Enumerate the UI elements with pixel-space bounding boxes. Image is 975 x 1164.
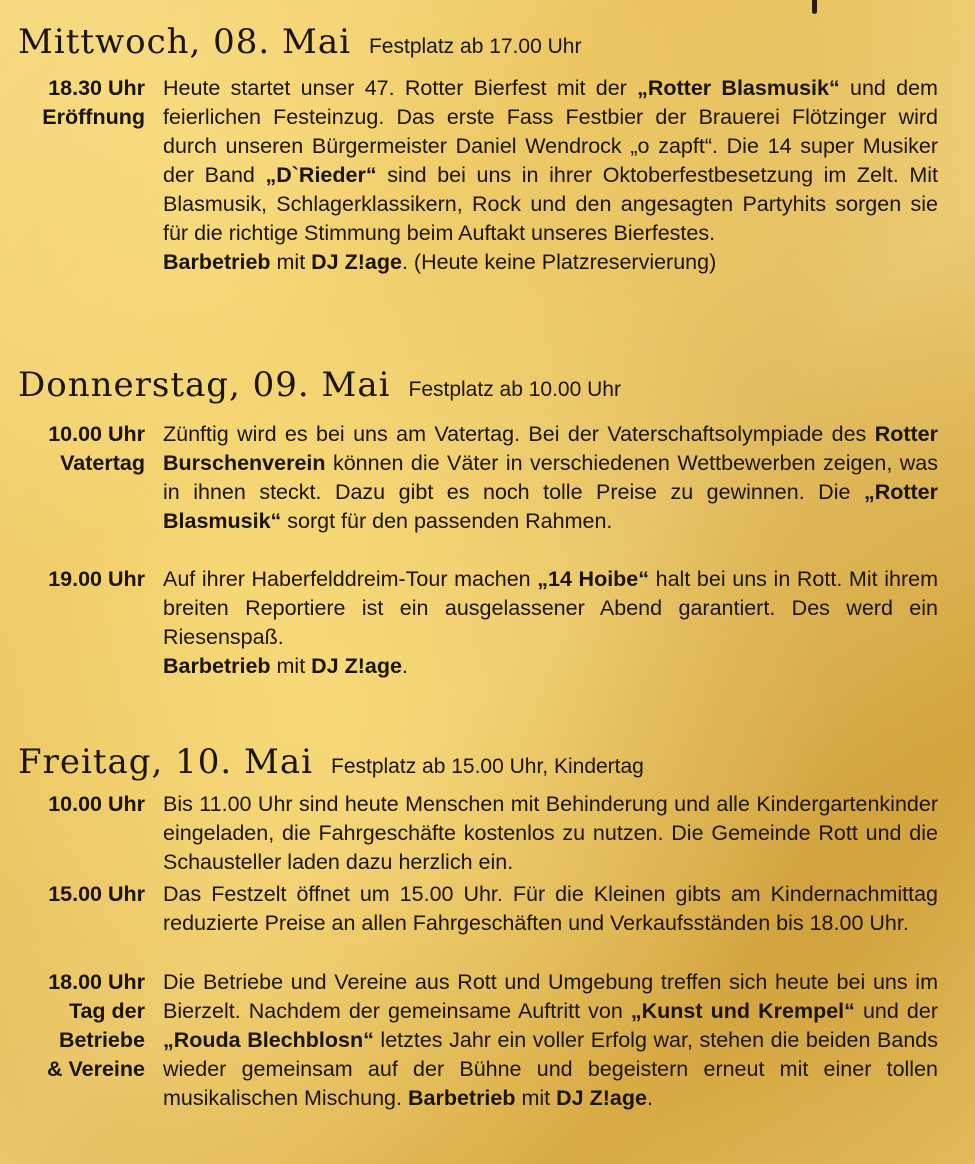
entry-label-line: 10.00 Uhr xyxy=(48,792,145,816)
entry-label-line: 18.00 Uhr xyxy=(48,970,145,994)
body-text: sind bei uns in ihrer Oktoberfestbesetzung im Zelt. Mit Blasmusik, Schlagerklassikern, Rock und den angesagten Partyhits sorgen sie für die richtige Stimmung beim Auftakt unseres Bierfestes. xyxy=(163,163,939,245)
schedule-entry xyxy=(18,74,938,277)
highlight-text: DJ Z!age xyxy=(311,654,402,678)
body-text: letztes Jahr ein voller Erfolg war, stehen die beiden Bands wieder gemeinsam auf der Bühne und begeistern erneut mit einer tollen musikalischen Mischung. xyxy=(163,1028,938,1110)
highlight-text: „Rotter Blasmusik“ xyxy=(163,480,938,533)
body-text: Auf ihrer Haberfelddreim-Tour machen xyxy=(163,567,538,591)
entry-text xyxy=(163,880,938,938)
entry-label-line: Eröffnung xyxy=(42,105,145,129)
schedule-entry xyxy=(18,420,938,536)
day-header-wednesday xyxy=(18,22,955,62)
schedule-entry xyxy=(18,968,938,1113)
body-text: sorgt für den passenden Rahmen. xyxy=(281,509,613,533)
body-text: . xyxy=(401,654,408,678)
highlight-text: „D`Rieder“ xyxy=(265,163,377,187)
highlight-text: Rotter Burschenverein xyxy=(163,422,938,475)
entry-label xyxy=(18,968,163,1113)
day-subtitle: Festplatz ab 15.00 Uhr, Kindertag xyxy=(331,755,644,778)
highlight-text: Barbetrieb xyxy=(163,654,271,678)
day-title: Donnerstag, 09. Mai xyxy=(18,365,391,405)
entry-label-line: Betriebe xyxy=(58,1028,145,1052)
highlight-text: DJ Z!age xyxy=(311,250,402,274)
entry-text xyxy=(163,968,938,1113)
body-text: können die Väter in verschiedenen Wettbewerben zeigen, was in ihnen steckt. Dazu gibt es noch tolle Preise zu gewinnen. Die xyxy=(163,451,938,504)
highlight-text: „Rouda Blechblosn“ xyxy=(163,1028,374,1052)
highlight-text: „14 Hoibe“ xyxy=(537,567,650,591)
body-text: . xyxy=(646,1086,653,1110)
entry-label-line: Tag der xyxy=(68,999,145,1023)
body-text: mit xyxy=(270,654,312,678)
body-text: und dem feierlichen Festeinzug. Das erste Fass Festbier der Brauerei Flötzinger wird durch unseren Bürgermeister Daniel Wendrock „o zapft“. Die 14 super Musiker der Band xyxy=(163,76,938,187)
schedule-entry xyxy=(18,880,938,938)
entry-label xyxy=(18,565,163,681)
entry-text xyxy=(163,565,938,681)
decorative-mark xyxy=(812,0,817,14)
entry-label xyxy=(18,74,163,277)
entry-label-line: 18.30 Uhr xyxy=(48,76,145,100)
entry-text xyxy=(163,790,938,877)
highlight-text: Barbetrieb xyxy=(163,250,271,274)
body-text: Das Festzelt öffnet um 15.00 Uhr. Für die Kleinen gibts am Kindernachmittag reduzierte Preise an allen Fahrgeschäften und Verkaufsständen bis 18.00 Uhr. xyxy=(163,882,938,935)
entry-label-line: 19.00 Uhr xyxy=(48,567,145,591)
entry-label xyxy=(18,790,163,877)
body-text: Bis 11.00 Uhr sind heute Menschen mit Behinderung und alle Kindergartenkinder eingeladen, die Fahrgeschäfte kostenlos zu nutzen. Die Gemeinde Rott und die Schausteller laden dazu herzlich ein. xyxy=(163,792,938,874)
highlight-text: „Rotter Blasmusik“ xyxy=(637,76,840,100)
entry-text xyxy=(163,420,938,536)
entry-label-line: 10.00 Uhr xyxy=(48,422,145,446)
entry-label-line: 15.00 Uhr xyxy=(48,882,145,906)
entry-label xyxy=(18,880,163,938)
day-title: Freitag, 10. Mai xyxy=(18,742,313,782)
day-subtitle: Festplatz ab 17.00 Uhr xyxy=(368,35,582,58)
entry-text xyxy=(163,74,938,277)
body-text: Die Betriebe und Vereine aus Rott und Umgebung treffen sich heute bei uns im Bierzelt. Nachdem der gemeinsame Auftritt von xyxy=(163,970,938,1023)
entry-label-line: Vatertag xyxy=(60,451,145,475)
highlight-text: Barbetrieb xyxy=(407,1086,516,1110)
body-text: mit xyxy=(270,250,312,274)
day-header-thursday xyxy=(18,365,955,405)
body-text: halt bei uns in Rott. Mit ihrem breiten Reportiere ist ein ausgelassener Abend garantiert. Des werd ein Riesenspaß. xyxy=(163,567,938,649)
schedule-entry xyxy=(18,790,938,877)
body-text: mit xyxy=(515,1086,557,1110)
highlight-text: „Kunst und Krempel“ xyxy=(630,999,855,1023)
schedule-entry xyxy=(18,565,938,681)
highlight-text: DJ Z!age xyxy=(556,1086,647,1110)
body-text: Zünftig wird es bei uns am Vatertag. Bei der Vaterschaftsolympiade des xyxy=(163,422,875,446)
body-text: . (Heute keine Platzreservierung) xyxy=(401,250,717,274)
entry-label xyxy=(18,420,163,536)
day-subtitle: Festplatz ab 10.00 Uhr xyxy=(408,378,621,401)
body-text: Heute startet unser 47. Rotter Bierfest mit der xyxy=(163,76,638,100)
entry-label-line: & Vereine xyxy=(47,1057,145,1081)
day-header-friday xyxy=(18,742,955,782)
body-text: und der xyxy=(854,999,938,1023)
day-title: Mittwoch, 08. Mai xyxy=(18,22,351,62)
